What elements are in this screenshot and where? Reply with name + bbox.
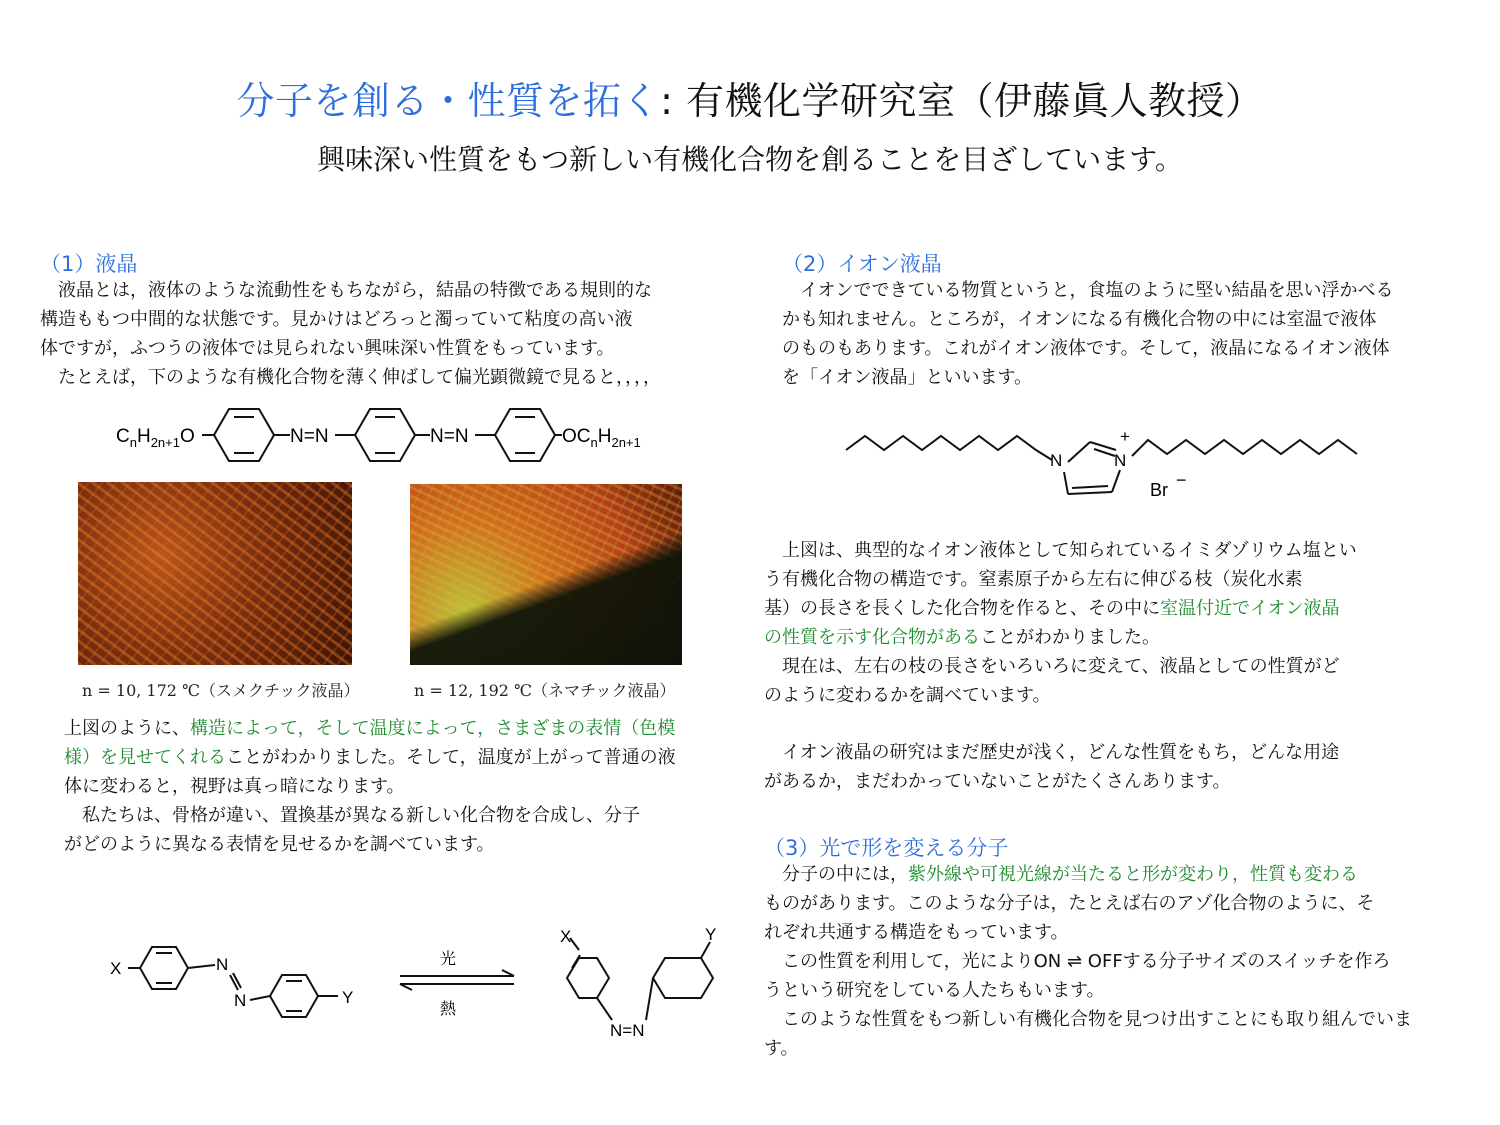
cis-substituent-x: X [560,927,572,946]
text-run: 基）の長さを長くした化合物を作ると、その中に [764,598,1160,619]
text-line: う有機化合物の構造です。窒素原子から左右に伸びる枝（炭化水素 [764,569,1303,590]
smectic-caption: n = 10, 172 ℃（スメクチック液晶） [82,681,360,700]
azo-n2: N [234,991,247,1010]
left-alkoxy-label: $C_nH_{2n+1}O$ [116,426,195,450]
cis-azo-label: N=N [610,1021,645,1040]
cation-charge: + [1120,427,1130,446]
page-subtitle: 興味深い性質をもつ新しい有機化合物を創ることを目ざしています。 [317,143,1183,176]
section1-intro [40,276,661,392]
section3-body [764,860,1412,1063]
text-run: 上図のように、 [64,718,190,739]
substituent-y: Y [342,988,354,1007]
highlight-text: 構造によって，そして温度によって，さまざまの表情（色模 [190,718,676,739]
imidazolium-structure [840,420,1370,510]
highlight-text: 室温付近でイオン液晶 [1160,598,1340,619]
smectic-micrograph [78,482,352,665]
page-title [0,70,1500,125]
azo-label-2: N=N [430,426,469,447]
section2-intro-line: を「イオン液晶」といいます。 [782,367,1033,388]
section2-explanation [764,536,1357,710]
text-line: がどのように異なる表情を見せるかを調べています。 [64,834,495,855]
nematic-micrograph [410,484,682,665]
bromide-anion: Br − [1150,470,1187,500]
text-line: 体に変わると，視野は真っ暗になります。 [64,776,405,797]
section2-intro-line: のものもあります。これがイオン液体です。そして，液晶になるイオン液体 [782,338,1390,359]
section2-outlook [764,738,1339,796]
text-line: れぞれ共通する構造をもっています。 [764,922,1069,943]
text-line: 上図は、典型的なイオン液体として知られているイミダゾリウム塩とい [764,540,1357,561]
section3-heading: （3）光で形を変える分子 [764,836,1009,860]
imidazole-n-right: N [1114,451,1127,470]
text-line: があるか，まだわかっていないことがたくさんあります。 [764,771,1231,792]
text-line: この性質を利用して，光によりON ⇌ OFFする分子サイズのスイッチを作ろ [764,951,1391,972]
text-run: ことがわかりました。 [980,627,1160,648]
text-line: うという研究をしている人たちもいます。 [764,980,1105,1001]
text-run: 分子の中には， [764,864,908,885]
text-line: 私たちは、骨格が違い、置換基が異なる新しい化合物を合成し、分子 [64,805,640,826]
nematic-caption: n = 12, 192 ℃（ネマチック液晶） [414,681,676,700]
azo-label-1: N=N [290,426,329,447]
light-label: 光 [440,951,457,968]
section1-result [64,714,676,859]
title-blue: 分子を創る・性質を拓く [236,79,661,123]
section2-intro-line: かも知れません。ところが，イオンになる有機化合物の中には室温で液体 [782,309,1377,330]
highlight-text: 紫外線や可視光線が当たると形が変わり，性質も変わる [908,864,1358,885]
section2-intro [782,276,1393,392]
text-line: イオン液晶の研究はまだ歴史が浅く，どんな性質をもち，どんな用途 [764,742,1340,763]
section1-intro-line: 体ですが，ふつうの液体では見られない興味深い性質をもっています。 [40,338,615,359]
text-line: のように変わるかを調べています。 [764,685,1051,706]
cis-substituent-y: Y [705,925,717,944]
azo-lc-structure [110,400,670,470]
azo-n1: N [216,955,229,974]
section2-intro-line: イオンでできている物質というと，食塩のように堅い結晶を思い浮かべる [782,280,1394,301]
text-line: このような性質をもつ新しい有機化合物を見つけ出すことにも取り組んでいま [764,1009,1412,1030]
section2-heading: （2）イオン液晶 [782,252,942,276]
substituent-x: X [110,959,122,978]
text-run: ことがわかりました。そして，温度が上がって普通の液 [226,747,676,768]
heat-label: 熱 [440,1001,457,1018]
section1-heading: （1）液晶 [40,252,138,276]
text-line: す。 [764,1038,799,1059]
highlight-text: 様）を見せてくれる [64,747,226,768]
text-line: 現在は、左右の枝の長さをいろいろに変えて、液晶としての性質がど [764,656,1340,677]
title-black: : 有機化学研究室（伊藤眞人教授） [660,79,1264,123]
highlight-text: の性質を示す化合物がある [764,627,980,648]
section1-intro-line: たとえば，下のような有機化合物を薄く伸ばして偏光顕微鏡で見ると，，，， [40,367,661,388]
text-line: ものがあります。このような分子は，たとえば右のアゾ化合物のように、そ [764,893,1375,914]
section1-intro-line: 構造ももつ中間的な状態です。見かけはどろっと濁っていて粘度の高い液 [40,309,633,330]
right-alkoxy-label: $OC_nH_{2n+1}$ [562,426,641,450]
azo-isomerization-scheme [100,920,740,1050]
imidazole-n-left: N [1050,451,1063,470]
section1-intro-line: 液晶とは，液体のような流動性をもちながら，結晶の特徴である規則的な [40,280,652,301]
